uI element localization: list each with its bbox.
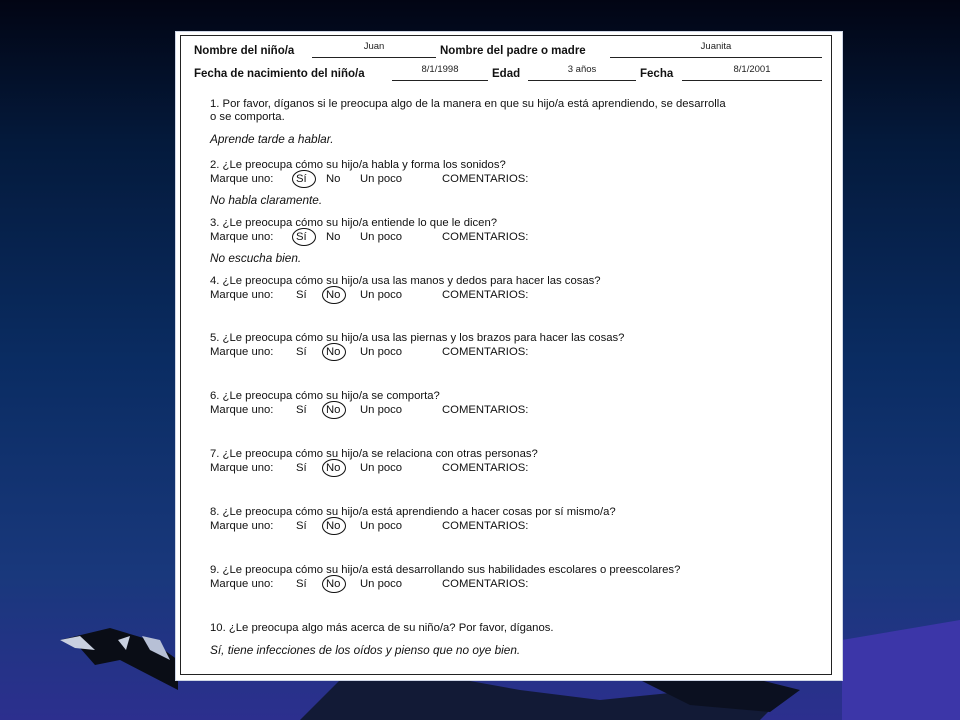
comments-label: COMENTARIOS: xyxy=(442,231,529,243)
option-little[interactable]: Un poco xyxy=(360,578,403,590)
selection-circle xyxy=(322,517,346,535)
question-6: 6. ¿Le preocupa cómo su hijo/a se comporta? xyxy=(210,390,440,402)
option-yes[interactable]: Sí xyxy=(296,346,307,358)
child-name-field[interactable]: Juan xyxy=(312,45,436,58)
option-no[interactable]: No xyxy=(326,520,340,532)
option-little[interactable]: Un poco xyxy=(360,346,403,358)
option-yes[interactable]: Sí xyxy=(296,173,307,185)
option-no[interactable]: No xyxy=(326,289,340,301)
option-yes[interactable]: Sí xyxy=(296,289,307,301)
selection-circle xyxy=(322,459,346,477)
comments-label: COMENTARIOS: xyxy=(442,173,529,185)
answer-2: No habla claramente. xyxy=(210,193,323,207)
question-5: 5. ¿Le preocupa cómo su hijo/a usa las piernas y los brazos para hacer las cosas? xyxy=(210,332,625,344)
selection-circle xyxy=(322,575,346,593)
comments-label: COMENTARIOS: xyxy=(442,578,529,590)
selection-circle xyxy=(322,343,346,361)
option-no[interactable]: No xyxy=(326,404,340,416)
option-no[interactable]: No xyxy=(326,173,341,185)
comments-label: COMENTARIOS: xyxy=(442,520,529,532)
date-field[interactable]: 8/1/2001 xyxy=(682,68,822,81)
comments-label: COMENTARIOS: xyxy=(442,462,529,474)
comments-label: COMENTARIOS: xyxy=(442,289,529,301)
option-yes[interactable]: Sí xyxy=(296,462,307,474)
comments-label: COMENTARIOS: xyxy=(442,404,529,416)
parent-name-label: Nombre del padre o madre xyxy=(440,45,586,57)
selection-circle xyxy=(292,170,316,188)
option-little[interactable]: Un poco xyxy=(360,173,403,185)
comments-label: COMENTARIOS: xyxy=(442,346,529,358)
question-1: 1. Por favor, díganos si le preocupa algo de la manera en que su hijo/a está aprendiendo, se desarrolla o se comporta. xyxy=(210,98,726,123)
question-2: 2. ¿Le preocupa cómo su hijo/a habla y forma los sonidos? xyxy=(210,159,506,171)
date-label: Fecha xyxy=(640,68,674,80)
option-little[interactable]: Un poco xyxy=(360,404,403,416)
parent-name-field[interactable]: Juanita xyxy=(610,45,822,58)
option-little[interactable]: Un poco xyxy=(360,231,403,243)
option-yes[interactable]: Sí xyxy=(296,231,307,243)
screening-form: Nombre del niño/a Juan Nombre del padre o madre Juanita Fecha de nacimiento del niño/a 8/1/1998 Edad 3 años Fecha 8/1/2001 1. Por favor, díganos si le preocupa algo de la manera en que su hijo/a está aprendiendo, se desarrolla o se comporta. Aprende tarde a hablar. 2. ¿Le preocupa cómo su hijo/a habla y forma los sonidos? Marque uno: Sí No Un poco COMENTARIOS: No habla claramente. 3. ¿Le preocupa cómo su hijo/a entiende lo que le dicen? Marque uno: Sí No Un poco COMENTARIOS: No escucha bien. 4. ¿Le preocupa cómo su hijo/a usa las manos y dedos para hacer las cosas? Marque uno: Sí No Un poco COMENTARIOS: 5. ¿Le preocupa cómo su hijo/a usa las piernas y los brazos para hacer las cosas? Marque uno: Sí No Un poco COMENTARIOS: 6. ¿Le preocupa cómo su hijo/a se comporta? Marque uno: Sí No Un poco COMENTARIOS: 7. ¿Le preocupa cómo su hijo/a se relaciona con otras personas? Marque uno: Sí No Un poco COMENTARIOS: 8. ¿Le preocupa cómo su hijo/a está aprendiendo a hacer cosas por sí mismo/a? Marque uno: Sí No Un poco COMENTARIOS: 9. ¿Le preocupa cómo su hijo/a está desarrollando sus habilidades escolares o preescolares? Marque uno: Sí No Un poco COMENTARIOS: 10. ¿Le preocupa algo más acerca de su niño/a? Por favor, díganos. Sí, tiene infecciones de los oídos y pienso que no oye bien. xyxy=(176,32,842,680)
question-4: 4. ¿Le preocupa cómo su hijo/a usa las manos y dedos para hacer las cosas? xyxy=(210,275,601,287)
option-yes[interactable]: Sí xyxy=(296,578,307,590)
question-10: 10. ¿Le preocupa algo más acerca de su niño/a? Por favor, díganos. xyxy=(210,622,554,634)
selection-circle xyxy=(322,286,346,304)
option-no[interactable]: No xyxy=(326,462,340,474)
dob-field[interactable]: 8/1/1998 xyxy=(392,68,488,81)
dob-label: Fecha de nacimiento del niño/a xyxy=(194,68,365,80)
answer-3: No escucha bien. xyxy=(210,251,302,265)
option-yes[interactable]: Sí xyxy=(296,520,307,532)
option-no[interactable]: No xyxy=(326,346,340,358)
question-3: 3. ¿Le preocupa cómo su hijo/a entiende lo que le dicen? xyxy=(210,217,498,229)
answer-1: Aprende tarde a hablar. xyxy=(210,132,334,146)
option-little[interactable]: Un poco xyxy=(360,462,403,474)
child-name-label: Nombre del niño/a xyxy=(194,45,295,57)
age-field[interactable]: 3 años xyxy=(528,68,636,81)
selection-circle xyxy=(292,228,316,246)
answer-10: Sí, tiene infecciones de los oídos y pienso que no oye bien. xyxy=(210,643,521,657)
option-little[interactable]: Un poco xyxy=(360,520,403,532)
option-yes[interactable]: Sí xyxy=(296,404,307,416)
age-label: Edad xyxy=(492,68,521,80)
question-8: 8. ¿Le preocupa cómo su hijo/a está aprendiendo a hacer cosas por sí mismo/a? xyxy=(210,506,616,518)
option-no[interactable]: No xyxy=(326,231,341,243)
question-9: 9. ¿Le preocupa cómo su hijo/a está desarrollando sus habilidades escolares o preescolares? xyxy=(210,564,681,576)
option-no[interactable]: No xyxy=(326,578,340,590)
selection-circle xyxy=(322,401,346,419)
option-little[interactable]: Un poco xyxy=(360,289,403,301)
question-7: 7. ¿Le preocupa cómo su hijo/a se relaciona con otras personas? xyxy=(210,448,538,460)
